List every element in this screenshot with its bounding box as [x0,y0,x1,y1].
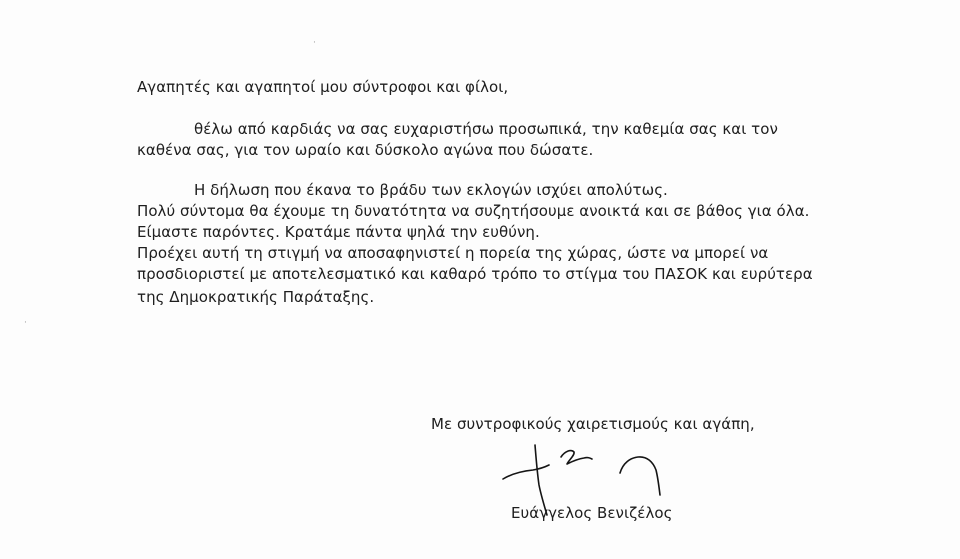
paragraph2-line: Πολύ σύντομα θα έχουμε τη δυνατότητα να συζητήσουμε ανοικτά και σε βάθος για όλα. [137,202,810,220]
paragraph2-line: της Δημοκρατικής Παράταξης. [137,288,375,306]
paragraph2-line: προσδιοριστεί με αποτελεσματικό και καθαρό τρόπο το στίγμα του ΠΑΣΟΚ και ευρύτερα [137,265,813,283]
paragraph2-line: Η δήλωση που έκανα το βράδυ των εκλογών ισχύει απολύτως. [194,181,668,199]
letter-closing: Με συντροφικούς χαιρετισμούς και αγάπη, [431,415,755,433]
paragraph2-line: Προέχει αυτή τη στιγμή να αποσαφηνιστεί η πορεία της χώρας, ώστε να μπορεί να [137,244,769,262]
scan-speck: · [24,318,27,328]
paragraph2-line: Είμαστε παρόντες. Κρατάμε πάντα ψηλά την ευθύνη. [137,223,540,241]
paragraph1-line: καθένα σας, για τον ωραίο και δύσκολο αγώνα που δώσατε. [137,141,594,159]
scan-speck: · [313,38,316,48]
letter-salutation: Αγαπητές και αγαπητοί μου σύντροφοι και φίλοι, [137,78,509,96]
signature-name: Ευάγγελος Βενιζέλος [511,504,673,522]
paragraph1-line: θέλω από καρδιάς να σας ευχαριστήσω προσωπικά, την καθεμία σας και τον [194,120,778,138]
